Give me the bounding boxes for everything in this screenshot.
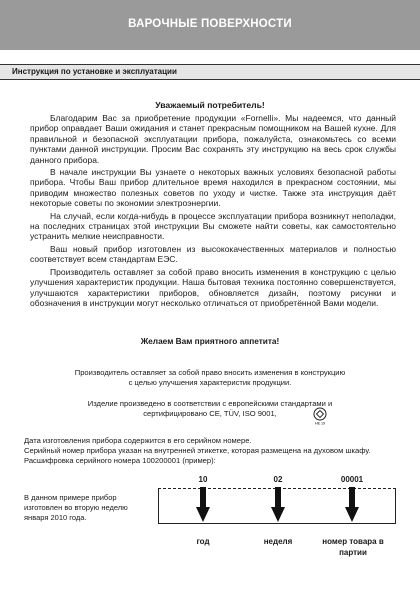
page-title: ВАРОЧНЫЕ ПОВЕРХНОСТИ: [128, 18, 292, 30]
serial-info-line: Серийный номер прибора указан на внутренней этикетке, которая размещена на духовом шкафу. Расшифровка серийного номера 100200001 (пример):: [24, 445, 371, 465]
paragraph: На случай, если когда-нибудь в процессе эксплуатации прибора возникнут неполадки, на последних страницах этой инструкции Вы сможете найти советы, как самостоятельно устранить мелкие неисправности.: [30, 210, 396, 242]
serial-code-week: 02: [273, 475, 283, 484]
section-bar: [0, 64, 420, 80]
serial-number-info: [24, 436, 394, 465]
notice-line: с целью улучшения характеристик продукции.: [128, 378, 292, 387]
paragraph: Ваш новый прибор изготовлен из высококачественных материалов и полностью соответствует всем стандартам ЕЭС.: [30, 243, 396, 265]
manufacturer-notice: [40, 368, 380, 388]
paragraph: В начале инструкции Вы узнаете о некоторых важных условиях безопасной работы прибора. Чтобы Ваш прибор длительное время находился в прекрасном состоянии, мы приводим множество полезных советов по уходу и чистке. Также эта инструкция даёт некоторые советы по экономии электроэнергии.: [30, 167, 396, 209]
greeting-heading: Уважаемый потребитель!: [155, 100, 265, 110]
ce-mark-label: HE 19: [315, 421, 325, 425]
serial-label-week: неделя: [263, 537, 293, 546]
serial-label-item: номер товара в партии: [322, 537, 384, 557]
arrow-down-icon: [196, 487, 210, 523]
eac-certification-icon: [311, 407, 329, 425]
notice-line: Производитель оставляет за собой право вносить изменения в конструкцию: [74, 368, 346, 377]
certification-notice: [40, 399, 380, 419]
notice-line: Изделие произведено в соответствии с европейскими стандартами и: [87, 399, 333, 408]
paragraph: Производитель оставляет за собой право вносить изменения в конструкцию с целью улучшения характеристик продукции. Наша бытовая техника постоянно совершенствуется, улучшаются характеристики приборов, обновляется дизайн, поэтому рисунки и обозначения в инструкции могут несколько отличаться от приобретённой Вами модели.: [30, 266, 396, 308]
intro-body: [30, 113, 396, 310]
serial-code-item: 00001: [340, 475, 364, 484]
serial-info-line: Дата изготовления прибора содержится в его серийном номере.: [24, 436, 252, 445]
arrow-down-icon: [271, 487, 285, 523]
section-label: Инструкция по установке и эксплуатации: [12, 67, 177, 76]
appetite-wish: Желаем Вам приятного аппетита!: [140, 336, 280, 346]
arrow-down-icon: [345, 487, 359, 523]
serial-code-year: 10: [198, 475, 208, 484]
serial-label-year: год: [196, 537, 210, 546]
example-description: В данном примере прибор изготовлен во вторую неделю января 2010 года.: [24, 493, 128, 522]
paragraph: Благодарим Вас за приобретение продукции «Fornelli». Мы надеемся, что данный прибор оправдает Ваши ожидания и станет прекрасным помощником на Вашей кухне. Для правильной и безопасной эксплуатации прибора, пожалуйста, ознакомьтесь со всеми пунктами данной инструкции. Просим Вас сохранять эту инструкцию на весь срок службы данного прибора.: [30, 113, 396, 165]
notice-line: сертифицировано CE, TÜV, ISO 9001,: [143, 409, 277, 418]
